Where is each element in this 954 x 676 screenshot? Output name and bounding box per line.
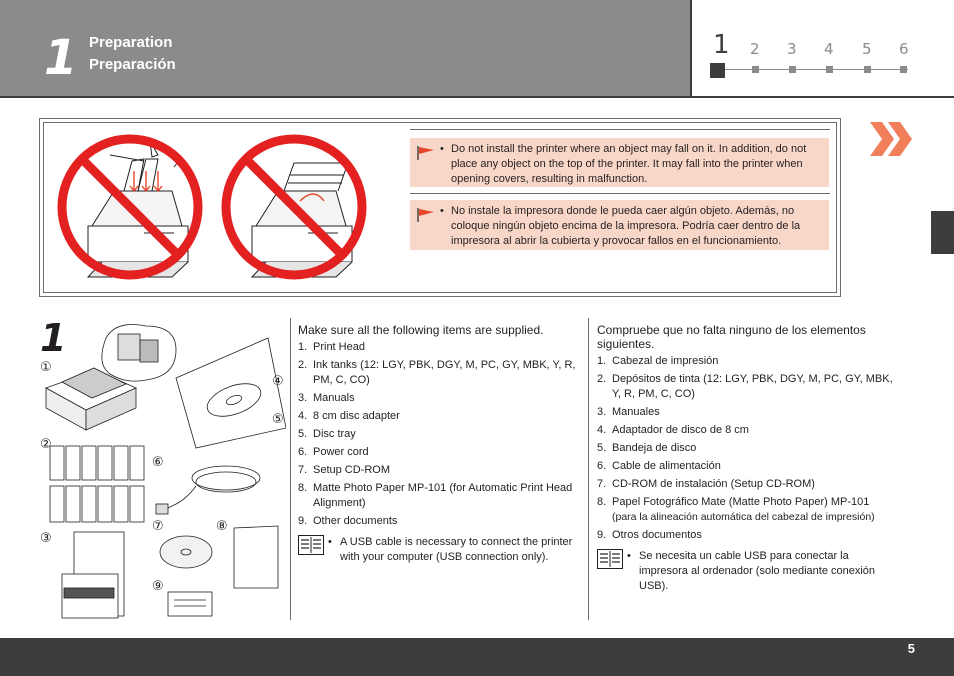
page-number: 5: [907, 641, 915, 656]
list-item: 8. Papel Fotográfico Mate (Matte Photo Paper) MP-101 (para la alineación automática del cabezal de impresión): [597, 496, 875, 523]
callout-1: ①: [40, 360, 52, 375]
english-note: [298, 535, 582, 565]
column-divider: [588, 318, 589, 620]
step-track: [718, 69, 908, 70]
list-item: 1. Print Head: [298, 341, 365, 353]
list-item: 5. Disc tray: [298, 428, 356, 440]
callout-7: ⑦: [152, 519, 164, 534]
bullet: •: [328, 536, 332, 548]
list-item: 7. Setup CD-ROM: [298, 464, 391, 476]
header-step-number: 1: [44, 30, 78, 86]
list-item: 2. Depósitos de tinta (12: LGY, PBK, DGY, M, PC, GY, MBK, Y, R, PM, C, CO): [597, 373, 893, 400]
warning-rule: [410, 193, 830, 194]
step-marker: [752, 66, 759, 73]
column-divider: [290, 318, 291, 620]
spanish-item-list: [597, 354, 897, 543]
list-item-subtext: (para la alineación automática del cabezal de impresión): [612, 511, 875, 523]
list-item: 1. Cabezal de impresión: [597, 355, 719, 367]
note-book-icon: [298, 535, 324, 555]
callout-4: ④: [272, 374, 284, 389]
bullet: •: [440, 205, 444, 217]
note-text: A USB cable is necessary to connect the printer with your computer (USB connection only).: [340, 536, 573, 563]
step-marker: [826, 66, 833, 73]
spanish-note: [597, 549, 897, 594]
step-marker: [789, 66, 796, 73]
english-column: [298, 323, 582, 565]
warning-english: [410, 138, 829, 187]
list-item: 4. 8 cm disc adapter: [298, 410, 400, 422]
list-item: 8. Matte Photo Paper MP-101 (for Automatic Print Head Alignment): [298, 482, 573, 509]
box-contents-illustration: [36, 318, 286, 623]
header-rule: [0, 96, 954, 98]
warning-flag-icon: [417, 146, 435, 160]
spanish-intro: Compruebe que no falta ninguno de los elementos siguientes.: [597, 323, 866, 351]
title-spanish: Preparación: [89, 56, 176, 73]
step-3: 3: [787, 40, 797, 58]
step-marker-current: [710, 63, 725, 78]
prohibited-sign-icon: [218, 131, 370, 283]
callout-2: ②: [40, 437, 52, 452]
english-intro: Make sure all the following items are supplied.: [298, 323, 544, 337]
page-footer: [0, 638, 954, 676]
list-item: 3. Manuales: [597, 406, 660, 418]
page-header: [0, 0, 692, 98]
warning-text: No instale la impresora donde le pueda caer algún objeto. Además, no coloque ningún objeto encima de la impresora. Podría caer dentro de la impresora al abrir la cubierta y provocar fallos en el funcionamiento.: [451, 205, 801, 247]
step-4: 4: [824, 40, 834, 58]
list-item: 4. Adaptador de disco de 8 cm: [597, 424, 749, 436]
step-6: 6: [899, 40, 909, 58]
english-item-list: [298, 340, 582, 529]
title-english: Preparation: [89, 34, 173, 51]
bullet: •: [627, 550, 631, 562]
list-item: 7. CD-ROM de instalación (Setup CD-ROM): [597, 478, 815, 490]
header-title: [89, 32, 176, 76]
prohibited-sign-icon: [54, 131, 206, 283]
step-indicator: [692, 0, 954, 96]
step-5: 5: [862, 40, 872, 58]
side-tab: [931, 211, 954, 254]
step-marker: [900, 66, 907, 73]
callout-3: ③: [40, 531, 52, 546]
step-2: 2: [750, 40, 760, 58]
list-item: 6. Cable de alimentación: [597, 460, 721, 472]
step-1: 1: [713, 30, 730, 60]
step-marker: [864, 66, 871, 73]
warning-rule: [410, 129, 830, 130]
list-item: 6. Power cord: [298, 446, 369, 458]
list-item: 3. Manuals: [298, 392, 355, 404]
callout-9: ⑨: [152, 579, 164, 594]
list-item: 9. Otros documentos: [597, 529, 702, 541]
list-item: 9. Other documents: [298, 515, 398, 527]
warning-flag-icon: [417, 208, 435, 222]
note-book-icon: [597, 549, 623, 569]
note-text: Se necesita un cable USB para conectar la impresora al ordenador (solo mediante conexión USB).: [639, 550, 876, 592]
warning-spanish: [410, 200, 829, 250]
spanish-column: [597, 323, 897, 594]
list-item: 2. Ink tanks (12: LGY, PBK, DGY, M, PC, GY, MBK, Y, R, PM, C, CO): [298, 359, 576, 386]
list-item: 5. Bandeja de disco: [597, 442, 697, 454]
callout-5: ⑤: [272, 412, 284, 427]
section-number: 1: [40, 316, 67, 360]
callout-6: ⑥: [152, 455, 164, 470]
callout-8: ⑧: [216, 519, 228, 534]
chevron-right-icon: [868, 122, 916, 156]
bullet: •: [440, 143, 444, 155]
warning-text: Do not install the printer where an object may fall on it. In addition, do not place any object on the top of the printer. It may fall into the printer when opening covers, resulting in malfunction.: [451, 143, 807, 185]
